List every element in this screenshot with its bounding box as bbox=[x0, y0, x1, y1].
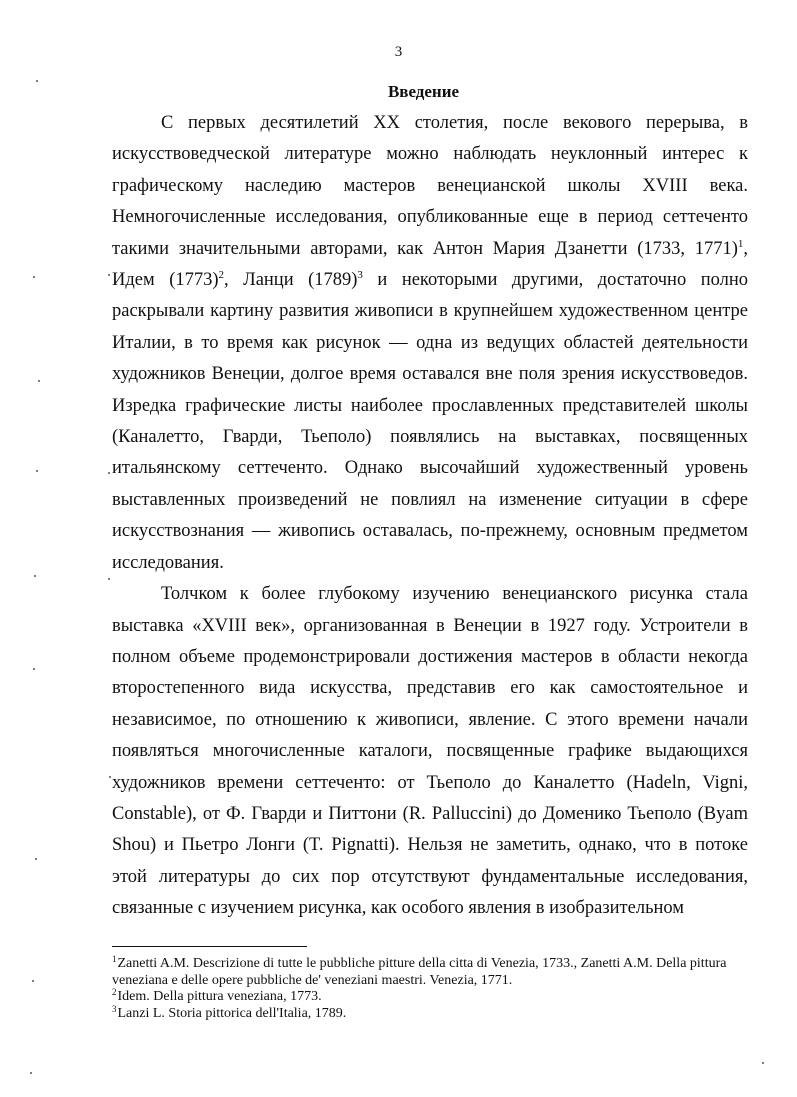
scan-speck bbox=[35, 858, 37, 860]
scan-speck bbox=[33, 668, 35, 670]
scan-speck bbox=[34, 575, 36, 577]
paragraph-text: , Ланци (1789) bbox=[224, 270, 358, 291]
scan-speck bbox=[38, 380, 40, 382]
scan-speck bbox=[762, 1062, 764, 1064]
paragraph bbox=[112, 579, 748, 924]
scan-speck bbox=[32, 980, 34, 982]
footnote bbox=[112, 1003, 752, 1023]
footnote-reference: 1 bbox=[737, 237, 744, 250]
footnote-reference: 3 bbox=[357, 269, 363, 282]
paragraph-text: , Идем (1773) bbox=[112, 238, 748, 291]
footnote-text: Zanetti A.M. Descrizione di tutte le pubbliche pitture della citta di Venezia, 1733., Zanetti A.M. Della pittura veneziana e delle opere pubbliche de' veneziani maestri. Venezia, 1771. bbox=[112, 956, 727, 988]
scan-speck bbox=[33, 276, 35, 278]
footnote-mark: 1 bbox=[112, 954, 117, 964]
footnote-reference: 2 bbox=[218, 269, 225, 282]
paragraph bbox=[112, 108, 748, 579]
footnote-mark: 2 bbox=[112, 987, 117, 997]
scan-speck bbox=[36, 470, 38, 472]
scan-speck bbox=[108, 578, 110, 580]
body-text bbox=[112, 108, 748, 925]
scan-speck bbox=[108, 274, 110, 276]
scan-speck bbox=[36, 80, 38, 82]
paragraph-text: С первых десятилетий XX столетия, после векового перерыва, в искусствоведческой литературе можно наблюдать неуклонный интерес к графическому наследию мастеров венецианской школы XVIII века. Немногочисленные исследования, опубликованные еще в период сеттеченто такими значительными авторами, как Антон Мария Дзанетти (1733, 1771) bbox=[112, 113, 748, 259]
paragraph-text: Толчком к более глубокому изучению венецианского рисунка стала выставка «XVIII век», организованная в Венеции в 1927 году. Устроители в полном объеме продемонстрировали достижения мастеров в области некогда второстепенного вида искусства, представив его как самостоятельное и независимое, по отношению к живописи, явление. С этого времени начали появляться многочисленные каталоги, посвященные графике выдающихся художников времени сеттеченто: от Тьеполо до Каналетто (Hadeln, Vigni, Constable), от Ф. Гварди и Питтони (R. Palluccini) до Доменико Тьеполо (Byam Shou) и Пьетро Лонги (T. Pignatti). Нельзя не заметить, однако, что в потоке этой литературы до сих пор отсутствуют фундаментальные исследования, связанные с изучением рисунка, как особого явления в изобразительном bbox=[112, 584, 748, 919]
footnotes bbox=[112, 956, 752, 1022]
footnote-text: Idem. Della pittura veneziana, 1773. bbox=[117, 989, 322, 1004]
footnote bbox=[112, 956, 752, 989]
paragraph-text: и некоторыми другими, достаточно полно раскрывали картину развития живописи в крупнейшем художественном центре Италии, в то время как рисунок — одна из ведущих областей деятельности художников Венеции, долгое время оставался вне поля зрения искусствоведов. Изредка графические листы наиболее прославленных представителей школы (Каналетто, Гварди, Тьеполо) появлялись на выставках, посвященных итальянскому сеттеченто. Однако высочайший художественный уровень выставленных произведений не повлиял на изменение ситуации в сфере искусствознания — живопись оставалась, по-прежнему, основным предметом исследования. bbox=[112, 270, 748, 573]
footnote-mark: 3 bbox=[112, 1003, 117, 1014]
page-title: Введение bbox=[387, 82, 460, 101]
scan-speck bbox=[30, 1072, 32, 1074]
page-number: 3 bbox=[394, 44, 403, 60]
scan-speck bbox=[109, 776, 111, 778]
footnote bbox=[112, 989, 752, 1006]
footnote-text: Lanzi L. Storia pittorica dell'Italia, 1789. bbox=[117, 1005, 347, 1021]
scan-speck bbox=[108, 472, 110, 474]
footnote-separator bbox=[112, 946, 307, 947]
